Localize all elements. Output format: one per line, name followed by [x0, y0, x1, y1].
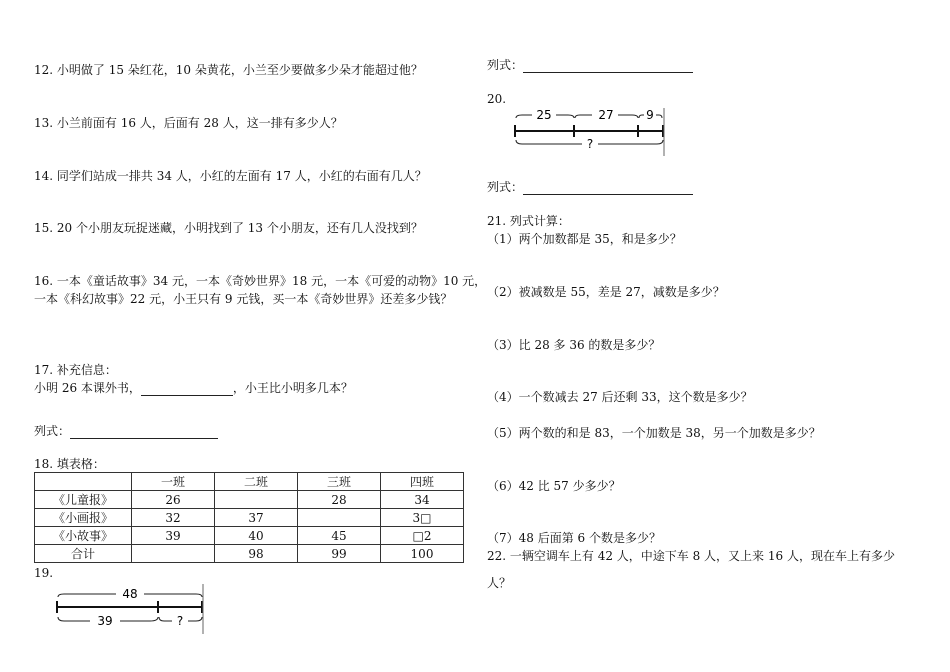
table-cell: 28 [298, 491, 381, 509]
formula-label: 列式： [34, 424, 71, 438]
table-row-total [35, 545, 464, 563]
table-header-row [35, 473, 464, 491]
question-21-4: （4）一个数减去 27 后还剩 33，这个数是多少？ [487, 390, 753, 404]
formula-17 [34, 423, 218, 439]
formula-blank-17[interactable] [70, 438, 218, 439]
question-22-line1: 22. 一辆空调车上有 42 人，中途下车 8 人，又上来 16 人，现在车上有多少 [487, 549, 895, 563]
table-cell: 26 [132, 491, 215, 509]
table-header-cell: 一班 [132, 473, 215, 491]
line-diagram-19 [50, 582, 210, 638]
question-16-line1: 16. 一本《童话故事》34 元，一本《奇妙世界》18 元，一本《可爱的动物》10 元， [34, 274, 487, 288]
diagram-19-unknown-label: ? [176, 614, 184, 628]
diagram-20-a-label: 25 [536, 108, 552, 122]
diagram-20-b-label: 27 [598, 108, 614, 122]
question-21-3: （3）比 28 多 36 的数是多少？ [487, 338, 661, 352]
table-cell: 3□ [381, 509, 464, 527]
table-cell: 98 [215, 545, 298, 563]
question-17-title: 17. 补充信息： [34, 363, 117, 377]
table-cell: 100 [381, 545, 464, 563]
table-cell: 34 [381, 491, 464, 509]
fill-table [34, 472, 464, 563]
question-18-title: 18. 填表格： [34, 457, 105, 471]
question-21-5: （5）两个数的和是 83，一个加数是 38，另一个加数是多少？ [487, 426, 821, 440]
diagram-19-part-label: 39 [97, 614, 113, 628]
question-16-line2: 一本《科幻故事》22 元，小王只有 9 元钱，买一本《奇妙世界》还差多少钱？ [34, 292, 453, 306]
diagram-20-unknown-label: ? [586, 137, 594, 151]
table-cell-blank[interactable] [132, 545, 215, 563]
formula-20 [487, 179, 693, 195]
question-17-post: ，小王比小明多几本？ [232, 381, 353, 395]
question-21-1: （1）两个加数都是 35，和是多少？ [487, 232, 682, 246]
formula-label: 列式： [487, 180, 524, 194]
table-cell [35, 473, 132, 491]
question-21-7: （7）48 后面第 6 个数是多少？ [487, 531, 661, 545]
table-cell: 99 [298, 545, 381, 563]
question-22-line2: 人？ [487, 576, 512, 590]
table-row-label: 《儿童报》 [35, 491, 132, 509]
table-header-cell: 二班 [215, 473, 298, 491]
question-20-title: 20. [487, 92, 507, 106]
table-cell: 39 [132, 527, 215, 545]
table-row-label: 合计 [35, 545, 132, 563]
question-17-body [34, 380, 353, 396]
table-cell: 45 [298, 527, 381, 545]
table-cell: 37 [215, 509, 298, 527]
table-cell: 40 [215, 527, 298, 545]
table-cell-blank[interactable] [298, 509, 381, 527]
answer-blank-17[interactable] [141, 395, 233, 396]
table-row [35, 491, 464, 509]
question-12: 12. 小明做了 15 朵红花，10 朵黄花，小兰至少要做多少朵才能超过他？ [34, 63, 423, 77]
question-15: 15. 20 个小朋友玩捉迷藏，小明找到了 13 个小朋友，还有几人没找到？ [34, 221, 423, 235]
table-row [35, 509, 464, 527]
question-21-6: （6）42 比 57 少多少？ [487, 479, 621, 493]
formula-blank-top[interactable] [523, 72, 693, 73]
diagram-19-total-label: 48 [122, 587, 138, 601]
line-diagram-20 [510, 104, 670, 160]
question-13: 13. 小兰前面有 16 人，后面有 28 人，这一排有多少人？ [34, 116, 343, 130]
diagram-20-c-label: 9 [646, 108, 654, 122]
question-19-title: 19. [34, 566, 54, 580]
question-21-2: （2）被减数是 55，差是 27，减数是多少？ [487, 285, 725, 299]
question-14: 14. 同学们站成一排共 34 人，小红的左面有 17 人，小红的右面有几人？ [34, 169, 427, 183]
table-cell: 32 [132, 509, 215, 527]
formula-blank-20[interactable] [523, 194, 693, 195]
question-17-pre: 小明 26 本课外书， [34, 381, 141, 395]
table-cell-blank[interactable] [215, 491, 298, 509]
formula-label: 列式： [487, 58, 524, 72]
table-header-cell: 四班 [381, 473, 464, 491]
table-row-label: 《小故事》 [35, 527, 132, 545]
question-21-title: 21. 列式计算： [487, 214, 570, 228]
table-row [35, 527, 464, 545]
table-cell: □2 [381, 527, 464, 545]
table-row-label: 《小画报》 [35, 509, 132, 527]
table-header-cell: 三班 [298, 473, 381, 491]
formula-top [487, 57, 693, 73]
